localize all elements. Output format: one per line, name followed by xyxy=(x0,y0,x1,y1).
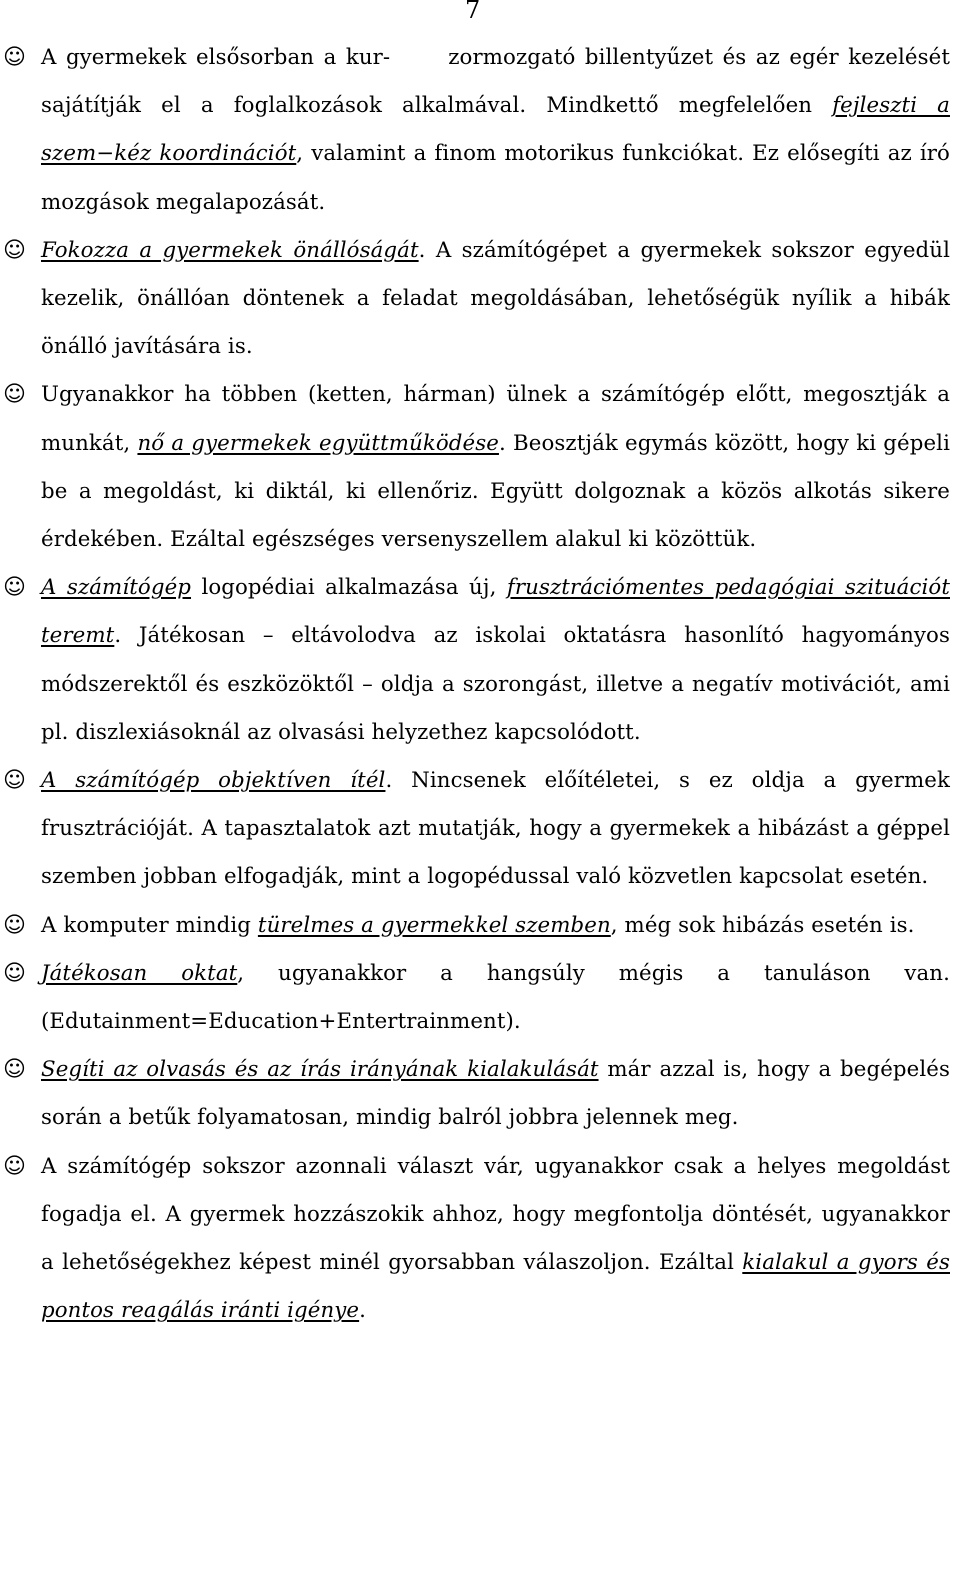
text-segment: logopédiai alkalmazása új, xyxy=(191,575,507,601)
text-segment: . A számítógépet a gyermekek sokszor egyedül kezelik, önállóan döntenek a feladat megoldásában, lehetőségük nyílik a hibák önálló javítására is. xyxy=(41,237,950,360)
list-item xyxy=(0,34,950,227)
list-item-text xyxy=(41,768,950,889)
text-segment: , még sok hibázás esetén is. xyxy=(610,912,915,938)
list-item xyxy=(0,902,950,950)
list-item-text xyxy=(41,1057,950,1130)
emphasized-text: nő a gyermekek együttműködése xyxy=(137,430,499,456)
list-item-text xyxy=(41,961,950,1034)
emphasized-text: A számítógép objektíven ítél xyxy=(41,768,386,794)
list-item-text xyxy=(41,1154,950,1324)
text-segment: . xyxy=(359,1298,366,1324)
bullet-list xyxy=(0,34,950,1335)
text-segment: Ugyanakkor ha többen (ketten, hárman) ülnek a számítógép előtt, megosztják a munkát, xyxy=(41,382,950,456)
emphasized-text: türelmes a gyermekkel szemben xyxy=(257,912,611,938)
emphasized-text: fejleszti a szem−kéz koordinációt xyxy=(41,93,950,167)
text-segment: már azzal is, hogy a begépelés során a betűk folyamatosan, mindig balról jobbra jelennek meg. xyxy=(41,1057,950,1131)
smiley-face-icon: ☺ xyxy=(3,1057,27,1083)
text-segment: . Beosztják egymás között, hogy ki gépeli be a megoldást, ki diktál, ki ellenőriz. Együtt dolgoznak a közös alkotás sikere érdekében. Ezáltal egészséges versenyszellem alakul ki közöttük. xyxy=(41,430,950,553)
emphasized-text: kialakul a gyors és pontos reagálás iránti igénye xyxy=(41,1250,950,1324)
text-segment: , valamint a finom motorikus funkciókat. Ez elősegíti az író mozgások megalapozását. xyxy=(41,141,950,215)
text-segment: A számítógép sokszor azonnali választ vár, ugyanakkor csak a helyes megoldást fogadja el. A gyermek hozzászokik ahhoz, hogy megfontolja döntését, ugyanakkor a lehetőségekhez képest minél gyorsabban válaszoljon. Ezáltal xyxy=(41,1153,950,1276)
list-item-text xyxy=(41,45,950,215)
text-segment: . Nincsenek előítéletei, s ez oldja a gyermek frusztrációját. A tapasztalatok azt mutatják, hogy a gyermekek a hibázást a géppel szemben jobban elfogadják, mint a logopédussal való közvetlen kapcsolat esetén. xyxy=(41,768,950,890)
smiley-face-icon: ☺ xyxy=(3,960,27,986)
text-segment: zormozgató billentyűzet és az egér kezelését sajátítják el a foglalkozások alkalmával. Mindkettő megfelelően xyxy=(41,45,950,119)
smiley-face-icon: ☺ xyxy=(3,1153,27,1179)
list-item xyxy=(0,227,950,372)
emphasized-text: Játékosan oktat xyxy=(41,960,238,986)
page-number: 7 xyxy=(465,0,481,24)
emphasized-text: frusztrációmentes pedagógiai szituációt teremt xyxy=(41,575,950,649)
list-item xyxy=(0,564,950,757)
smiley-face-icon: ☺ xyxy=(3,237,27,263)
smiley-face-icon: ☺ xyxy=(3,912,27,938)
list-item-text xyxy=(41,575,950,745)
text-segment: A komputer mindig xyxy=(41,912,258,938)
text-segment: . Játékosan – eltávolodva az iskolai oktatásra hasonlító hagyományos módszerektől és eszközöktől – oldja a szorongást, illetve a negatív motivációt, ami pl. diszlexiásoknál az olvasási helyzethez kapcsolódott. xyxy=(41,623,950,745)
list-item xyxy=(0,371,950,564)
smiley-face-icon: ☺ xyxy=(3,45,27,70)
list-item xyxy=(0,757,950,902)
text-segment: , ugyanakkor a hangsúly mégis a tanuláson van. (Edutainment=Education+Entertrainment). xyxy=(41,960,950,1035)
smiley-face-icon: ☺ xyxy=(3,768,27,794)
list-item-text xyxy=(41,238,950,359)
list-item xyxy=(0,1143,950,1336)
text-segment: A gyermekek elsősorban a kur- xyxy=(41,45,391,70)
emphasized-text: Fokozza a gyermekek önállóságát xyxy=(41,237,419,263)
smiley-face-icon: ☺ xyxy=(3,382,27,408)
list-item-text xyxy=(41,913,915,938)
list-item xyxy=(0,1046,950,1142)
emphasized-text: A számítógép xyxy=(41,575,192,601)
smiley-face-icon: ☺ xyxy=(3,575,27,601)
list-item xyxy=(0,950,950,1046)
emphasized-text: Segíti az olvasás és az írás irányának kialakulását xyxy=(41,1057,599,1083)
list-item-text xyxy=(41,382,950,552)
